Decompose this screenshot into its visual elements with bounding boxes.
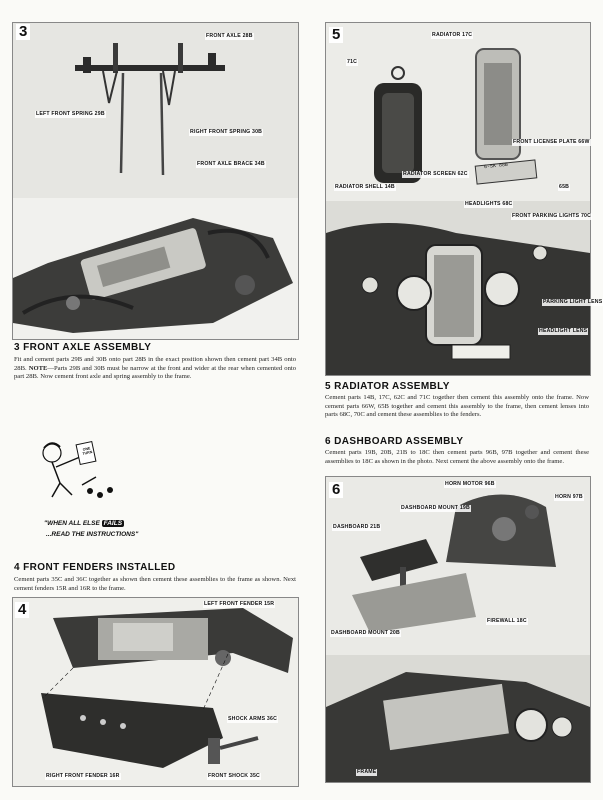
callout-shock-arms: SHOCK ARMS 36C xyxy=(228,716,278,722)
callout-radiator-cap: 71C xyxy=(347,59,358,65)
step4-fenders-illustration xyxy=(13,598,298,786)
step6-heading: 6 DASHBOARD ASSEMBLY xyxy=(325,436,464,447)
callout-firewall: FIREWALL 18C xyxy=(487,618,527,624)
step3-note-label: NOTE xyxy=(28,364,48,372)
cartoon-sign-text: ONE TURN xyxy=(82,446,93,456)
callout-headlights: HEADLIGHTS 68C xyxy=(465,201,513,207)
step4-heading: 4 FRONT FENDERS INSTALLED xyxy=(14,562,176,573)
callout-right-front-spring: RIGHT FRONT SPRING 30B xyxy=(190,129,263,135)
callout-front-axle: FRONT AXLE 28B xyxy=(206,33,253,39)
callout-dashboard-mount-19b: DASHBOARD MOUNT 19B xyxy=(401,505,470,511)
step5-heading: 5 RADIATOR ASSEMBLY xyxy=(325,381,450,392)
step3-text-a: Fit and cement parts 29B and 30B onto part 28B in the exact position shown then cement part 34B onto 28B. xyxy=(14,356,296,372)
callout-dashboard: DASHBOARD 21B xyxy=(333,524,381,530)
step3-heading: 3 FRONT AXLE ASSEMBLY xyxy=(14,342,152,353)
step6-number: 6 xyxy=(329,482,343,498)
cartoon-line1-pre: "WHEN ALL ELSE xyxy=(44,520,100,527)
step5-photo xyxy=(325,22,603,376)
step3-number: 3 xyxy=(16,24,30,40)
callout-horn: HORN 97B xyxy=(555,494,583,500)
callout-headlight-lens: HEADLIGHT LENS xyxy=(539,328,588,334)
callout-parking-light-lens: PARKING LIGHT LENS xyxy=(543,299,603,305)
callout-left-front-fender: LEFT FRONT FENDER 15R xyxy=(204,601,275,607)
callout-front-shock: FRONT SHOCK 35C xyxy=(208,773,260,779)
callout-horn-motor: HORN MOTOR 96B xyxy=(445,481,495,487)
step3-text-b: —Parts 29B and 30B must be narrow at the front and wider at the rear when cemented onto part 28B. Now cement front axle and spring assembly to the frame. xyxy=(14,364,296,381)
cartoon-fails-badge: FAILS xyxy=(103,520,123,527)
step3-parts-illustration xyxy=(13,23,298,339)
callout-front-license-plate: FRONT LICENSE PLATE 66W xyxy=(513,139,590,145)
callout-front-axle-brace: FRONT AXLE BRACE 34B xyxy=(197,161,265,167)
step3-photo xyxy=(12,22,299,340)
license-plate-text: 6-SK 88B xyxy=(483,161,509,171)
step4-number: 4 xyxy=(15,602,29,618)
callout-radiator: RADIATOR 17C xyxy=(432,32,473,38)
callout-frame: FRAME xyxy=(357,769,377,775)
step5-number: 5 xyxy=(329,27,343,43)
callout-radiator-shell: RADIATOR SHELL 14B xyxy=(335,184,395,190)
step6-photo xyxy=(325,476,591,783)
step4-text: Cement parts 35C and 36C together as shown then cement these assemblies to the frame as shown. Next cement fenders 15R and 16R to the frame. xyxy=(14,576,296,592)
step4-photo xyxy=(12,597,299,787)
step5-text: Cement parts 14B, 17C, 62C and 71C together then cement this assembly onto the frame. Now cement parts 66W, 65B together and cement this assembly to the frame, then cement lenses into parts 68C, 70C and cement these assemblies to the fenders. xyxy=(325,394,589,419)
cartoon-caption-line1 xyxy=(44,520,124,527)
cartoon-caption-line2: ...READ THE INSTRUCTIONS" xyxy=(46,531,139,538)
cartoon-figure xyxy=(30,435,140,515)
step3-text xyxy=(14,356,296,382)
callout-front-parking-lights: FRONT PARKING LIGHTS 70C xyxy=(512,213,592,219)
callout-left-front-spring: LEFT FRONT SPRING 29B xyxy=(36,111,105,117)
callout-right-front-fender: RIGHT FRONT FENDER 16R xyxy=(46,773,120,779)
step6-text: Cement parts 19B, 20B, 21B to 18C then cement parts 96B, 97B together and cement these assemblies to 18C as shown in the photo. Next cement the above assembly onto the frame. xyxy=(325,449,589,465)
callout-bracket-65b: 65B xyxy=(559,184,570,190)
callout-dashboard-mount-20b: DASHBOARD MOUNT 20B xyxy=(331,630,400,636)
step5-radiator-illustration xyxy=(326,23,590,375)
callout-radiator-screen: RADIATOR SCREEN 62C xyxy=(403,171,468,177)
